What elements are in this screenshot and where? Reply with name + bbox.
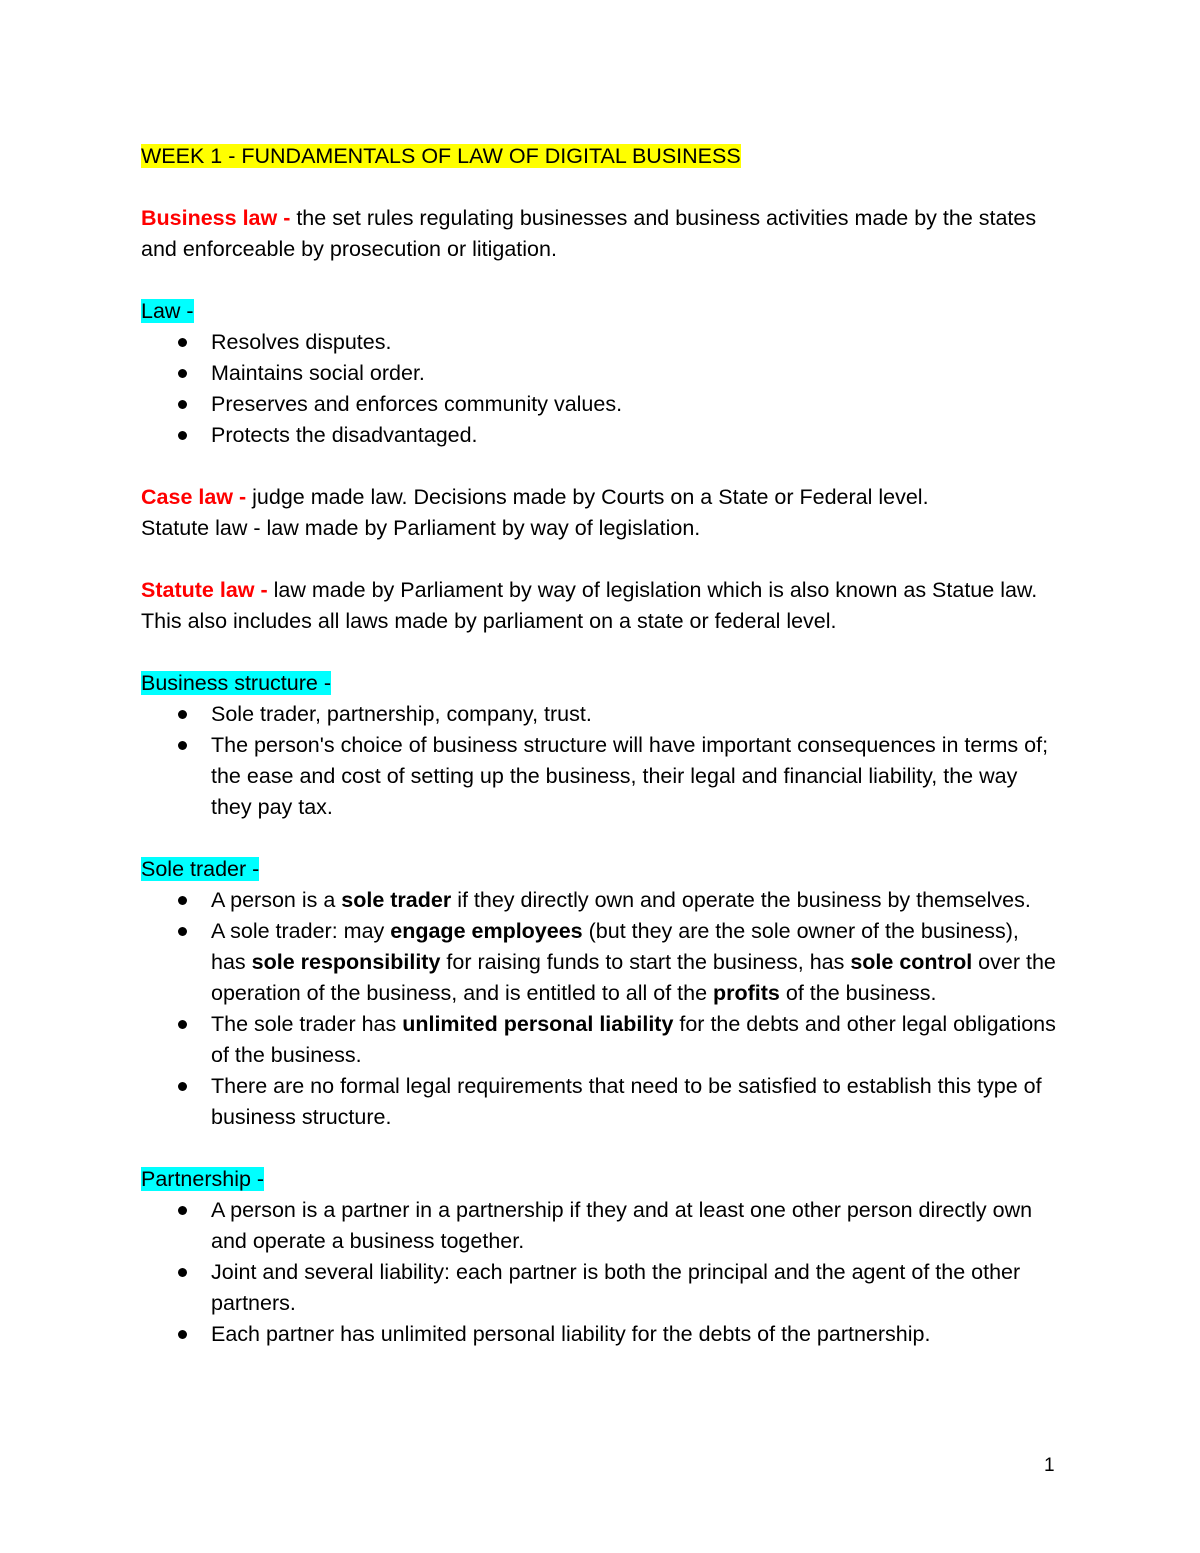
business-structure-list [141,699,1056,823]
bullet-icon [178,710,187,719]
partnership-heading [141,1164,1056,1195]
business-structure-heading [141,668,1056,699]
bullet-icon [178,1020,187,1029]
list-item: The person's choice of business structure will have important consequences in terms of; the ease and cost of setting up the business, their legal and financial liability, the way they pay tax. [141,730,1056,823]
bullet-icon [178,896,187,905]
law-heading [141,296,1056,327]
list-item: There are no formal legal requirements that need to be satisfied to establish this type of business structure. [141,1071,1056,1133]
case-law-extra-line: Statute law - law made by Parliament by way of legislation. [141,516,701,540]
sole-trader-heading [141,854,1056,885]
bullet-icon [178,338,187,347]
document-body [141,141,1056,1350]
partnership-list [141,1195,1056,1350]
bullet-icon [178,1206,187,1215]
bullet-icon [178,431,187,440]
page-title [141,141,1056,172]
partnership-heading-text: Partnership - [141,1167,265,1191]
law-list [141,327,1056,451]
bullet-icon [178,1268,187,1277]
page-number: 1 [1044,1455,1055,1476]
list-item: A person is a sole trader if they directly own and operate the business by themselves. [141,885,1056,916]
bullet-icon [178,741,187,750]
statute-law-definition [141,575,1056,637]
list-item: Resolves disputes. [141,327,1056,358]
law-heading-text: Law - [141,299,194,323]
case-law-text: judge made law. Decisions made by Courts on a State or Federal level. [246,485,929,509]
statute-law-term: Statute law - [141,578,268,602]
business-law-definition [141,203,1056,265]
list-item: Each partner has unlimited personal liability for the debts of the partnership. [141,1319,1056,1350]
list-item: Sole trader, partnership, company, trust. [141,699,1056,730]
bullet-icon [178,369,187,378]
list-item: Joint and several liability: each partner is both the principal and the agent of the other partners. [141,1257,1056,1319]
bullet-icon [178,927,187,936]
statute-law-text: law made by Parliament by way of legislation which is also known as Statue law. This also includes all laws made by parliament on a state or federal level. [141,578,1038,633]
list-item: A person is a partner in a partnership if they and at least one other person directly own and operate a business together. [141,1195,1056,1257]
list-item: The sole trader has unlimited personal liability for the debts and other legal obligations of the business. [141,1009,1056,1071]
sole-trader-heading-text: Sole trader - [141,857,260,881]
business-law-text: the set rules regulating businesses and business activities made by the states and enforceable by prosecution or litigation. [141,206,1037,261]
business-law-term: Business law - [141,206,291,230]
business-structure-heading-text: Business structure - [141,671,331,695]
list-item: Protects the disadvantaged. [141,420,1056,451]
case-law-definition [141,482,1056,513]
list-item: A sole trader: may engage employees (but they are the sole owner of the business), has sole responsibility for raising funds to start the business, has sole control over the operation of the business, and is entitled to all of the profits of the business. [141,916,1056,1009]
sole-trader-list [141,885,1056,1133]
bullet-icon [178,400,187,409]
list-item: Maintains social order. [141,358,1056,389]
case-law-term: Case law - [141,485,247,509]
bullet-icon [178,1082,187,1091]
title-text: WEEK 1 - FUNDAMENTALS OF LAW OF DIGITAL BUSINESS [141,144,741,168]
bullet-icon [178,1330,187,1339]
list-item: Preserves and enforces community values. [141,389,1056,420]
